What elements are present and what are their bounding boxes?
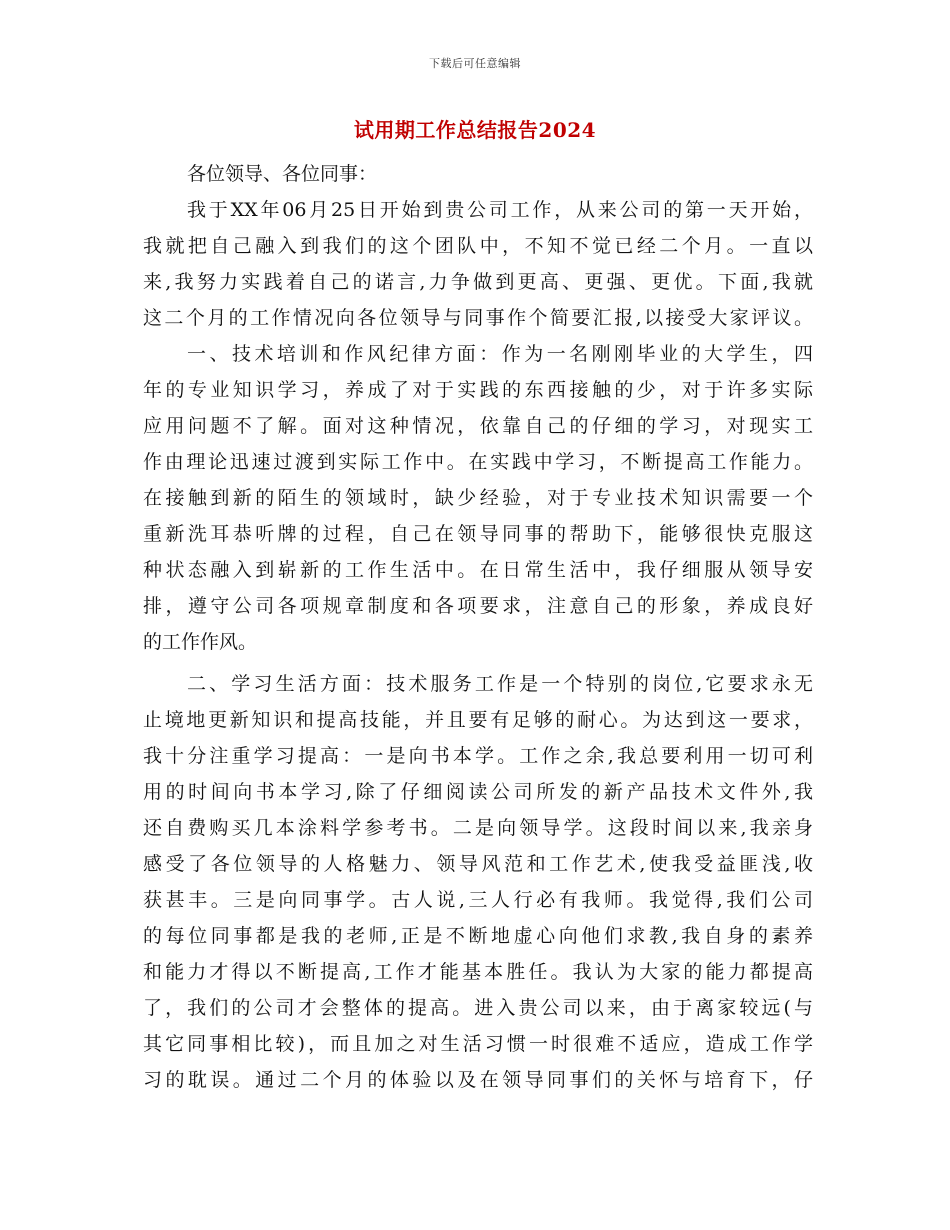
paragraph-line: 来,我努力实践着自己的诺言,力争做到更高、更强、更优。下面,我就 bbox=[143, 271, 813, 293]
paragraph-line: 二、学习生活方面：技术服务工作是一个特别的岗位,它要求永无 bbox=[187, 673, 813, 695]
paragraph-line: 其它同事相比较)，而且加之对生活习惯一时很难不适应，造成工作学 bbox=[143, 1033, 813, 1055]
paragraph-line: 年的专业知识学习，养成了对于实践的东西接触的少，对于许多实际 bbox=[143, 379, 813, 401]
paragraph-line: 作由理论迅速过渡到实际工作中。在实践中学习，不断提高工作能力。 bbox=[143, 451, 813, 473]
paragraph-line: 的工作作风。 bbox=[143, 631, 258, 653]
paragraph-line: 一、技术培训和作风纪律方面：作为一名刚刚毕业的大学生，四 bbox=[187, 343, 813, 365]
paragraph-line: 在接触到新的陌生的领域时，缺少经验，对于专业技术知识需要一个 bbox=[143, 487, 813, 509]
paragraph-line: 我就把自己融入到我们的这个团队中，不知不觉已经二个月。一直以 bbox=[143, 235, 813, 257]
paragraph-line: 了，我们的公司才会整体的提高。进入贵公司以来，由于离家较远(与 bbox=[143, 997, 813, 1019]
paragraph-line: 排，遵守公司各项规章制度和各项要求，注意自己的形象，养成良好 bbox=[143, 595, 813, 617]
paragraph-line: 获甚丰。三是向同事学。古人说,三人行必有我师。我觉得,我们公司 bbox=[143, 889, 813, 911]
paragraph-line: 止境地更新知识和提高技能，并且要有足够的耐心。为达到这一要求， bbox=[143, 709, 813, 731]
header-note: 下载后可任意编辑 bbox=[429, 57, 521, 70]
paragraph-line: 的每位同事都是我的老师,正是不断地虚心向他们求教,我自身的素养 bbox=[143, 925, 813, 947]
document-title: 试用期工作总结报告2024 bbox=[353, 118, 597, 142]
paragraph-line: 和能力才得以不断提高,工作才能基本胜任。我认为大家的能力都提高 bbox=[143, 961, 813, 983]
paragraph-line: 还自费购买几本涂料学参考书。二是向领导学。这段时间以来,我亲身 bbox=[143, 817, 813, 839]
paragraph-line: 感受了各位领导的人格魅力、领导风范和工作艺术,使我受益匪浅,收 bbox=[143, 853, 813, 875]
paragraph-line: 我十分注重学习提高：一是向书本学。工作之余,我总要利用一切可利 bbox=[143, 745, 813, 767]
paragraph-line: 我于XX年06月25日开始到贵公司工作，从来公司的第一天开始， bbox=[187, 199, 813, 221]
paragraph-line: 这二个月的工作情况向各位领导与同事作个简要汇报,以接受大家评议。 bbox=[143, 307, 813, 329]
salutation-line: 各位领导、各位同事： bbox=[187, 163, 378, 185]
document-body bbox=[143, 156, 813, 1098]
paragraph-line: 重新洗耳恭听牌的过程，自己在领导同事的帮助下，能够很快克服这 bbox=[143, 523, 813, 545]
paragraph-line: 习的耽误。通过二个月的体验以及在领导同事们的关怀与培育下，仔 bbox=[143, 1069, 813, 1091]
paragraph-line: 应用问题不了解。面对这种情况，依靠自己的仔细的学习，对现实工 bbox=[143, 415, 813, 437]
paragraph-line: 用的时间向书本学习,除了仔细阅读公司所发的新产品技术文件外,我 bbox=[143, 781, 813, 803]
paragraph-line: 种状态融入到崭新的工作生活中。在日常生活中，我仔细服从领导安 bbox=[143, 559, 813, 581]
